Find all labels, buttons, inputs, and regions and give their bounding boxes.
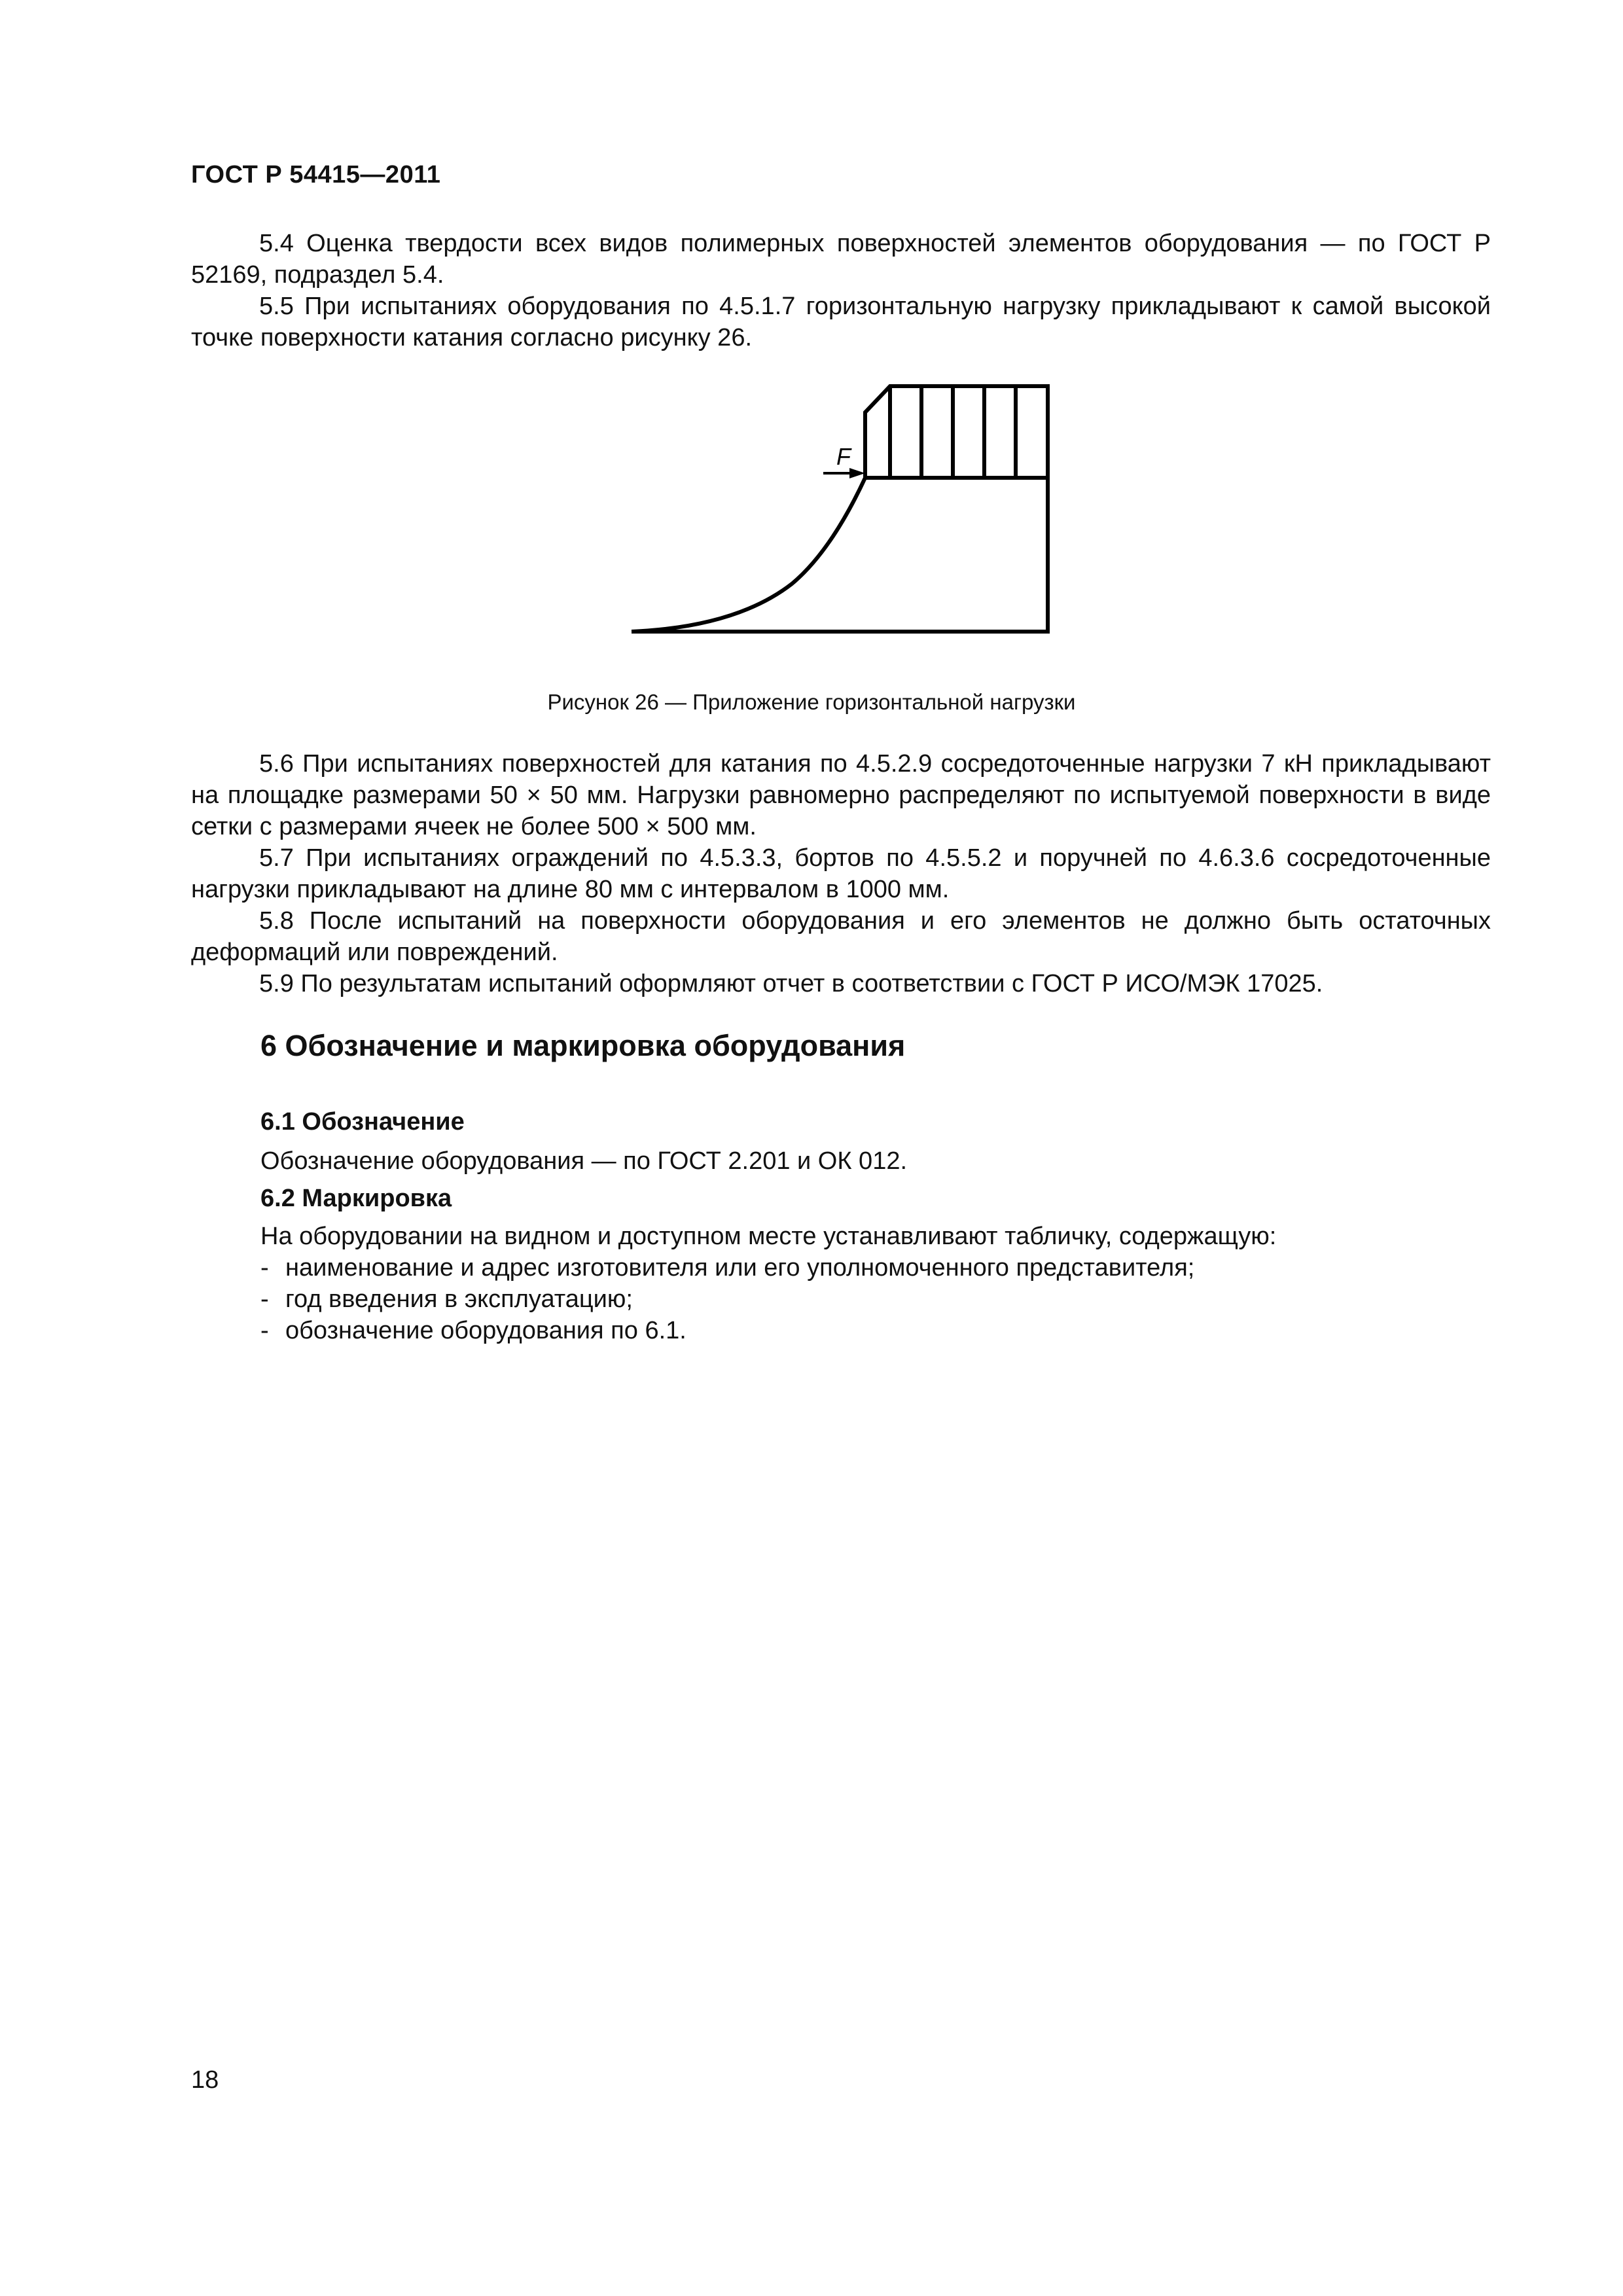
ramp-body-outline bbox=[632, 478, 1048, 632]
subsection-6-2-title: 6.2 Маркировка bbox=[260, 1185, 452, 1212]
ramp-curve bbox=[632, 478, 865, 632]
figure-caption: Рисунок 26 — Приложение горизонтальной нагрузки bbox=[547, 690, 1076, 714]
paragraphs-5-6-5-9 bbox=[191, 748, 1491, 999]
paragraph-5-9: 5.9 По результатам испытаний оформляют отчет в соответствии с ГОСТ Р ИСО/МЭК 17025. bbox=[259, 970, 1323, 997]
paragraph-5-5: 5.5 При испытаниях оборудования по 4.5.1.7 горизонтальную нагрузку прикладывают к самой высокой точке поверхности катания согласно рисунку 26. bbox=[191, 293, 1491, 351]
list-item-text: наименование и адрес изготовителя или его уполномоченного представителя; bbox=[285, 1254, 1195, 1282]
force-label: F bbox=[836, 443, 851, 470]
list-item: - год введения в эксплуатацию; bbox=[260, 1285, 633, 1313]
marking-items-list bbox=[260, 1252, 1194, 1346]
paragraph-5-7: 5.7 При испытаниях ограждений по 4.5.3.3, бортов по 4.5.5.2 и поручней по 4.6.3.6 сосредоточенные нагрузки прикладывают на длине 80 мм с интервалом в 1000 мм. bbox=[191, 844, 1491, 903]
paragraph-5-8: 5.8 После испытаний на поверхности оборудования и его элементов не должно быть остаточных деформаций или повреждений. bbox=[191, 907, 1491, 966]
paragraph-5-6: 5.6 При испытаниях поверхностей для катания по 4.5.2.9 сосредоточенные нагрузки 7 кН прикладывают на площадке размерами 50 × 50 мм. Нагрузки равномерно распределяют по испытуемой поверхности в виде сетки с размерами ячеек не более 500 × 500 мм. bbox=[191, 750, 1491, 840]
paragraph-5-4: 5.4 Оценка твердости всех видов полимерных поверхностей элементов оборудования — по ГОСТ Р 52169, подраздел 5.4. bbox=[191, 230, 1491, 289]
subsection-6-1-text: Обозначение оборудования — по ГОСТ 2.201 и ОК 012. bbox=[260, 1147, 908, 1175]
subsection-6-1-title: 6.1 Обозначение bbox=[260, 1108, 465, 1136]
railing-outline bbox=[865, 386, 1048, 478]
figure-26-diagram bbox=[615, 367, 1073, 655]
list-item: - обозначение оборудования по 6.1. bbox=[260, 1317, 687, 1344]
document-code-header: ГОСТ Р 54415—2011 bbox=[191, 161, 441, 188]
paragraphs-5-4-5-5 bbox=[191, 228, 1491, 353]
section-6-title: 6 Обозначение и маркировка оборудования bbox=[260, 1029, 906, 1062]
page-number: 18 bbox=[191, 2066, 219, 2094]
list-item-text: год введения в эксплуатацию; bbox=[285, 1285, 633, 1313]
list-item: - наименование и адрес изготовителя или его уполномоченного представителя; bbox=[260, 1254, 1195, 1282]
subsection-6-2-text: На оборудовании на видном и доступном месте устанавливают табличку, содержащую: bbox=[260, 1223, 1277, 1250]
force-arrow-head bbox=[849, 468, 865, 478]
list-item-text: обозначение оборудования по 6.1. bbox=[285, 1317, 687, 1344]
